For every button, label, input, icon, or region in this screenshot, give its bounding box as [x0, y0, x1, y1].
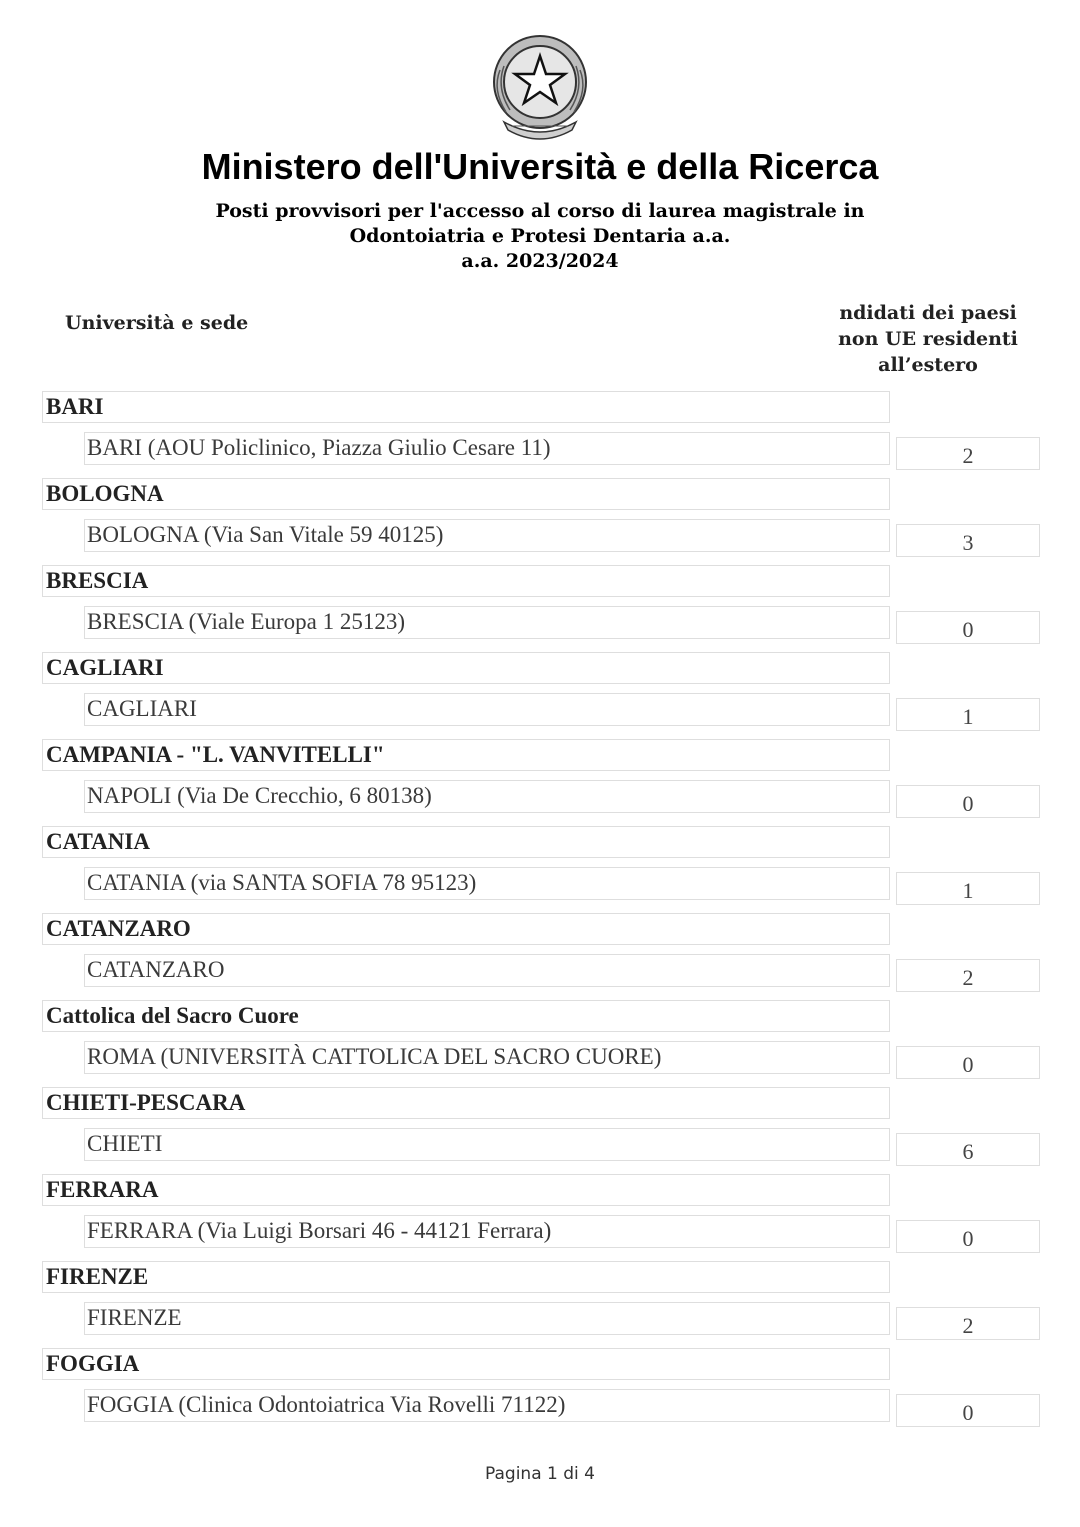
site-name: FOGGIA (Clinica Odontoiatrica Via Rovelli 71122) — [84, 1389, 890, 1422]
university-name: BRESCIA — [42, 565, 890, 597]
site-name: FERRARA (Via Luigi Borsari 46 - 44121 Ferrara) — [84, 1215, 890, 1248]
university-name: FOGGIA — [42, 1348, 890, 1380]
site-name: ROMA (UNIVERSITÀ CATTOLICA DEL SACRO CUORE) — [84, 1041, 890, 1074]
site-name: CATANZARO — [84, 954, 890, 987]
university-name: FIRENZE — [42, 1261, 890, 1293]
seats-value: 0 — [896, 785, 1040, 818]
seats-value: 0 — [896, 611, 1040, 644]
ministry-title: Ministero dell'Università e della Ricerca — [201, 146, 879, 187]
seats-value: 1 — [896, 872, 1040, 905]
university-name: Cattolica del Sacro Cuore — [42, 1000, 890, 1032]
subtitle-line-3: a.a. 2023/2024 — [461, 250, 619, 272]
column-header-seats-line-2: non UE residenti — [838, 328, 1018, 350]
university-name: CAMPANIA - "L. VANVITELLI" — [42, 739, 890, 771]
site-name: CHIETI — [84, 1128, 890, 1161]
seats-value: 2 — [896, 1307, 1040, 1340]
university-name: CATANZARO — [42, 913, 890, 945]
university-name: FERRARA — [42, 1174, 890, 1206]
site-name: FIRENZE — [84, 1302, 890, 1335]
seats-value: 2 — [896, 437, 1040, 470]
site-name: BRESCIA (Viale Europa 1 25123) — [84, 606, 890, 639]
seats-value: 0 — [896, 1394, 1040, 1427]
italian-republic-emblem-icon — [486, 30, 594, 142]
seats-value: 2 — [896, 959, 1040, 992]
university-name: CHIETI-PESCARA — [42, 1087, 890, 1119]
page-number: Pagina 1 di 4 — [485, 1464, 595, 1484]
seats-value: 6 — [896, 1133, 1040, 1166]
site-name: NAPOLI (Via De Crecchio, 6 80138) — [84, 780, 890, 813]
seats-value: 3 — [896, 524, 1040, 557]
column-header-seats-line-3: all’estero — [878, 354, 978, 376]
seats-value: 1 — [896, 698, 1040, 731]
university-name: BOLOGNA — [42, 478, 890, 510]
university-name: CAGLIARI — [42, 652, 890, 684]
subtitle-line-2: Odontoiatria e Protesi Dentaria a.a. — [349, 225, 731, 247]
university-name: CATANIA — [42, 826, 890, 858]
seats-value: 0 — [896, 1220, 1040, 1253]
site-name: CAGLIARI — [84, 693, 890, 726]
site-name: BARI (AOU Policlinico, Piazza Giulio Cesare 11) — [84, 432, 890, 465]
seats-value: 0 — [896, 1046, 1040, 1079]
site-name: CATANIA (via SANTA SOFIA 78 95123) — [84, 867, 890, 900]
subtitle-line-1: Posti provvisori per l'accesso al corso di laurea magistrale in — [215, 200, 865, 222]
column-header-seats-line-1: ndidati dei paesi — [839, 302, 1017, 324]
site-name: BOLOGNA (Via San Vitale 59 40125) — [84, 519, 890, 552]
university-name: BARI — [42, 391, 890, 423]
column-header-seats — [820, 300, 1036, 378]
column-header-university: Università e sede — [65, 312, 249, 334]
